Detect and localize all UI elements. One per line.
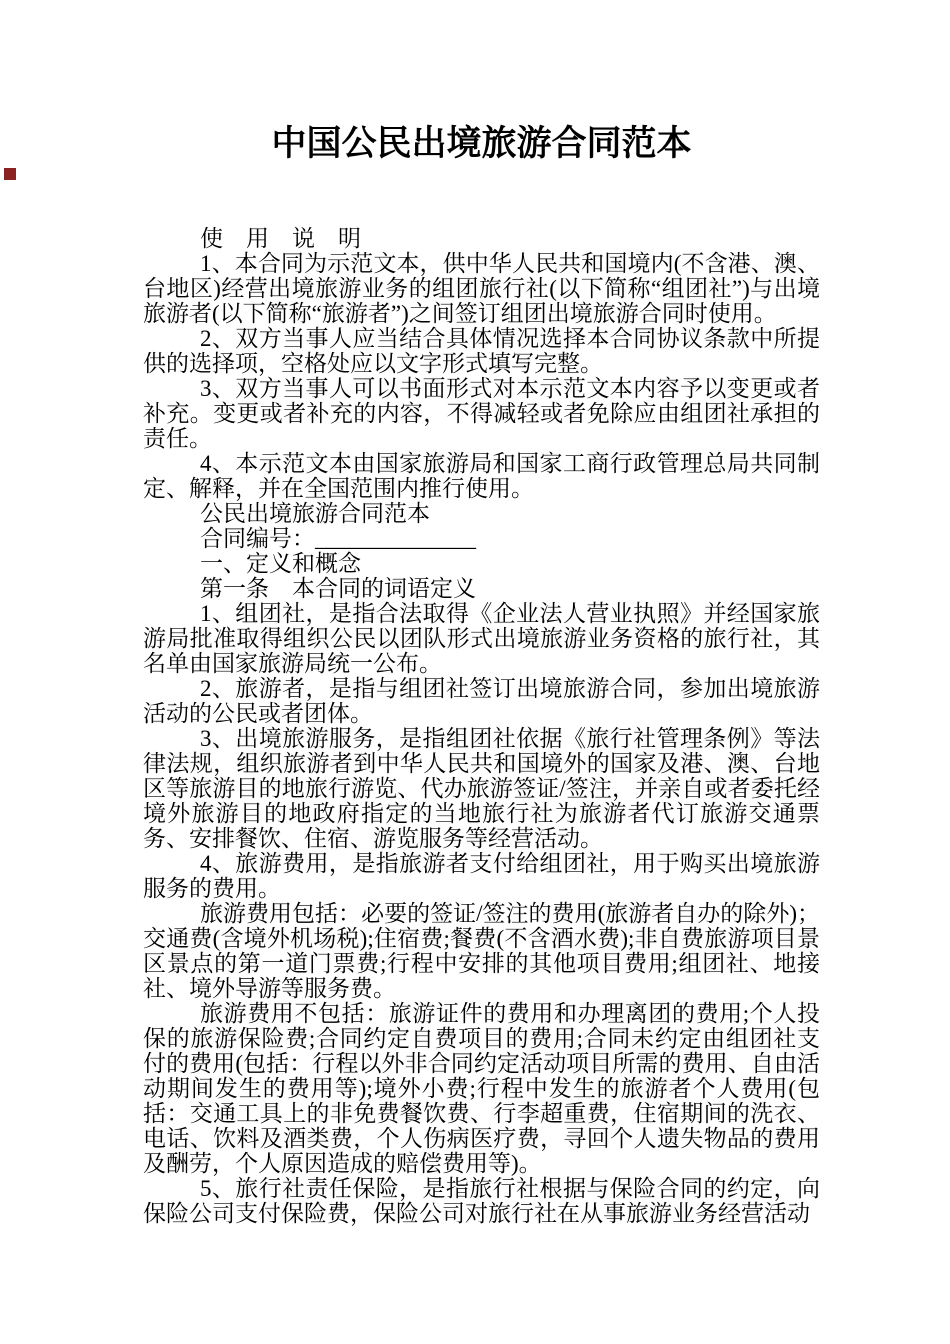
definition-5-liability-insurance: 5、旅行社责任保险，是指旅行社根据与保险合同的约定，向保险公司支付保险费，保险公司对旅行社在从事旅游业务经营活动 — [143, 1176, 820, 1226]
usage-note-1: 1、本合同为示范文本，供中华人民共和国境内(不含港、澳、台地区)经营出境旅游业务的组团旅行社(以下简称“组团社”)与出境旅游者(以下简称“旅游者”)之间签订组团出境旅游合同时使用。 — [143, 251, 820, 326]
definition-1-tour-operator: 1、组团社，是指合法取得《企业法人营业执照》并经国家旅游局批准取得组织公民以团队形式出境旅游业务资格的旅行社，其名单由国家旅游局统一公布。 — [143, 601, 820, 676]
document-body — [143, 226, 820, 1226]
document-content — [143, 0, 820, 1226]
usage-note-2: 2、双方当事人应当结合具体情况选择本合同协议条款中所提供的选择项，空格处应以文字形式填写完整。 — [143, 326, 820, 376]
article-1-heading: 第一条 本合同的词语定义 — [200, 576, 476, 601]
travel-fee-includes: 旅游费用包括：必要的签证/签注的费用(旅游者自办的除外)；交通费(含境外机场税);住宿费;餐费(不含酒水费);非自费旅游项目景区景点的第一道门票费;行程中安排的其他项目费用;组团社、地接社、境外导游等服务费。 — [143, 901, 820, 1001]
usage-note-3: 3、双方当事人可以书面形式对本示范文本内容予以变更或者补充。变更或者补充的内容，不得减轻或者免除应由组团社承担的责任。 — [143, 376, 820, 451]
red-square-artifact — [4, 168, 16, 180]
contract-subtitle: 公民出境旅游合同范本 — [200, 501, 430, 526]
section-heading-definitions: 一、定义和概念 — [200, 551, 361, 576]
usage-note-4: 4、本示范文本由国家旅游局和国家工商行政管理总局共同制定、解释，并在全国范围内推行使用。 — [143, 451, 820, 501]
contract-number-line: 合同编号：______________ — [200, 526, 476, 551]
definition-2-tourist: 2、旅游者，是指与组团社签订出境旅游合同，参加出境旅游活动的公民或者团体。 — [143, 676, 820, 726]
travel-fee-excludes: 旅游费用不包括：旅游证件的费用和办理离团的费用;个人投保的旅游保险费;合同约定自费项目的费用;合同未约定由组团社支付的费用(包括：行程以外非合同约定活动项目所需的费用、自由活动期间发生的费用等);境外小费;行程中发生的旅游者个人费用(包括：交通工具上的非免费餐饮费、行李超重费，住宿期间的洗衣、电话、饮料及酒类费，个人伤病医疗费，寻回个人遗失物品的费用及酬劳，个人原因造成的赔偿费用等)。 — [143, 1001, 820, 1176]
document-title: 中国公民出境旅游合同范本 — [271, 124, 692, 163]
section-heading-usage-notes: 使 用 说 明 — [200, 226, 361, 251]
definition-4-travel-fee: 4、旅游费用，是指旅游者支付给组团社，用于购买出境旅游服务的费用。 — [143, 851, 820, 901]
definition-3-outbound-travel-service: 3、出境旅游服务，是指组团社依据《旅行社管理条例》等法律法规，组织旅游者到中华人民共和国境外的国家及港、澳、台地区等旅游目的地旅行游览、代办旅游签证/签注，并亲自或者委托经境外旅游目的地政府指定的当地旅行社为旅游者代订旅游交通票务、安排餐饮、住宿、游览服务等经营活动。 — [143, 726, 820, 851]
